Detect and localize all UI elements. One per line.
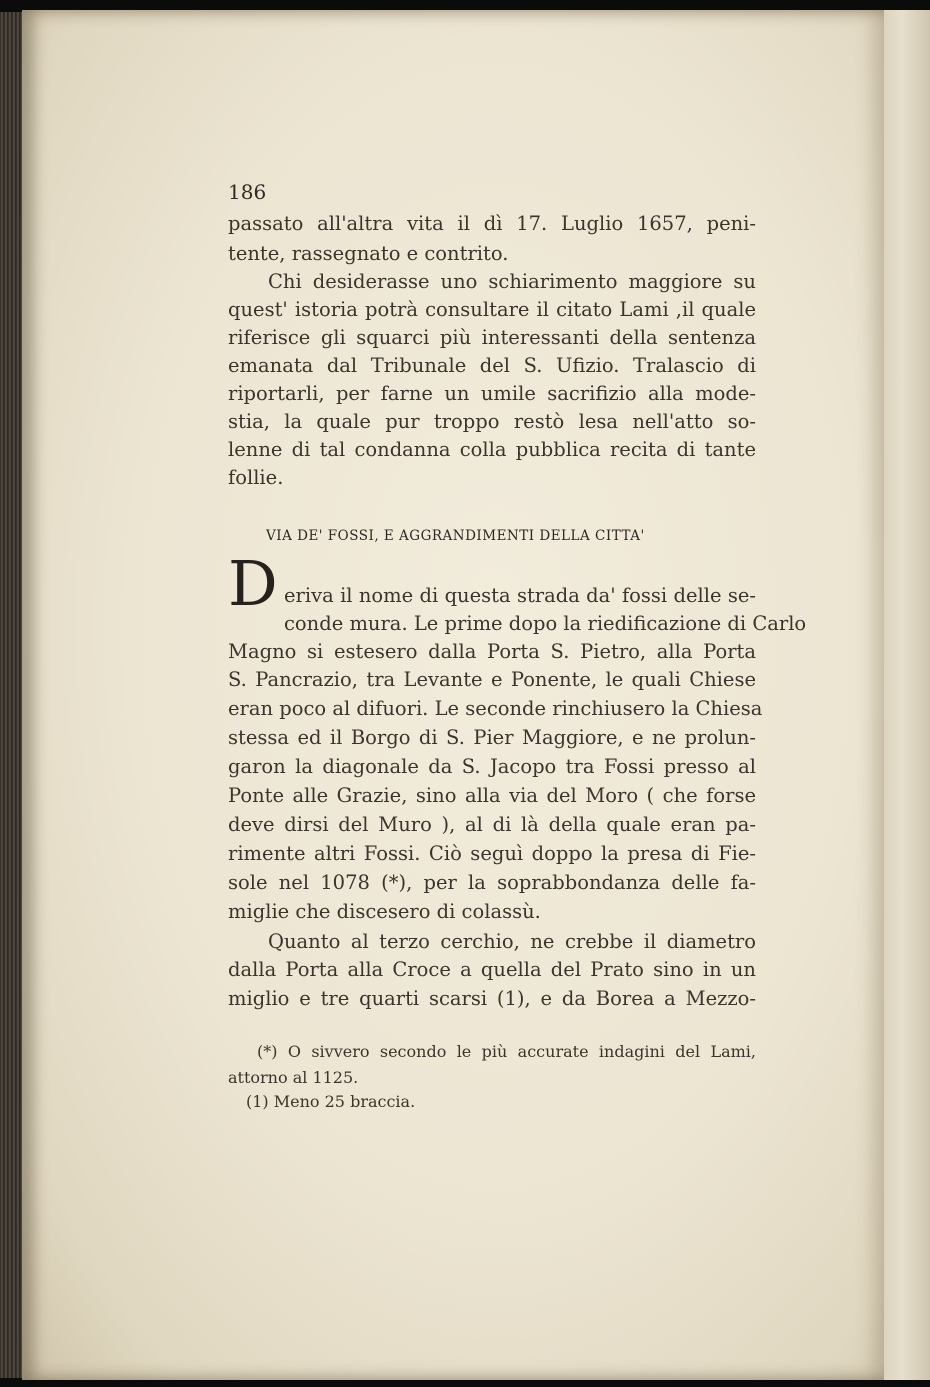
text-line: Quanto al terzo cerchio, ne crebbe il diametro (268, 930, 756, 953)
section-heading: VIA DE' FOSSI, E AGGRANDIMENTI DELLA CITTA' (266, 528, 645, 544)
footnote: (1) Meno 25 braccia. (246, 1092, 416, 1111)
page-number: 186 (228, 180, 267, 204)
text-line: deve dirsi del Muro ), al di là della quale eran pa- (228, 813, 756, 836)
text-line: Magno si estesero dalla Porta S. Pietro, alla Porta (228, 640, 756, 663)
text-line: emanata dal Tribunale del S. Ufizio. Tralascio di (228, 354, 756, 377)
text-line: stia, la quale pur troppo restò lesa nell'atto so- (228, 410, 756, 433)
text-line: miglie che discesero di colassù. (228, 900, 541, 923)
drop-cap-initial: D (228, 547, 278, 620)
text-line: follie. (228, 466, 284, 489)
text-line: conde mura. Le prime dopo la riedificazione di Carlo (284, 612, 807, 635)
text-line: garon la diagonale da S. Jacopo tra Fossi presso al (228, 755, 756, 778)
text-line: quest' istoria potrà consultare il citato Lami ,il quale (228, 298, 756, 321)
text-line: tente, rassegnato e contrito. (228, 242, 509, 265)
footnote: attorno al 1125. (228, 1068, 359, 1087)
text-line: riferisce gli squarci più interessanti della sentenza (228, 326, 756, 349)
text-line: dalla Porta alla Croce a quella del Prato sino in un (228, 958, 756, 981)
text-line: passato all'altra vita il dì 17. Luglio 1657, peni- (228, 212, 756, 235)
text-line: Ponte alle Grazie, sino alla via del Moro ( che forse (228, 784, 756, 807)
text-line: S. Pancrazio, tra Levante e Ponente, le quali Chiese (228, 668, 756, 691)
text-line: lenne di tal condanna colla pubblica recita di tante (228, 438, 756, 461)
text-line: stessa ed il Borgo di S. Pier Maggiore, e ne prolun- (228, 726, 756, 749)
text-line: sole nel 1078 (*), per la soprabbondanza delle fa- (228, 871, 756, 894)
text-line: eriva il nome di questa strada da' fossi delle se- (284, 584, 756, 607)
footnote: (*) O sivvero secondo le più accurate indagini del Lami, (257, 1042, 756, 1061)
text-line: miglio e tre quarti scarsi (1), e da Borea a Mezzo- (228, 987, 756, 1010)
text-line: Chi desiderasse uno schiarimento maggiore su (268, 270, 756, 293)
text-line: eran poco al difuori. Le seconde rinchiusero la Chiesa (228, 697, 763, 720)
text-line: riportarli, per farne un umile sacrifizio alla mode- (228, 382, 756, 405)
text-line: rimente altri Fossi. Ciò seguì doppo la presa di Fie- (228, 842, 756, 865)
